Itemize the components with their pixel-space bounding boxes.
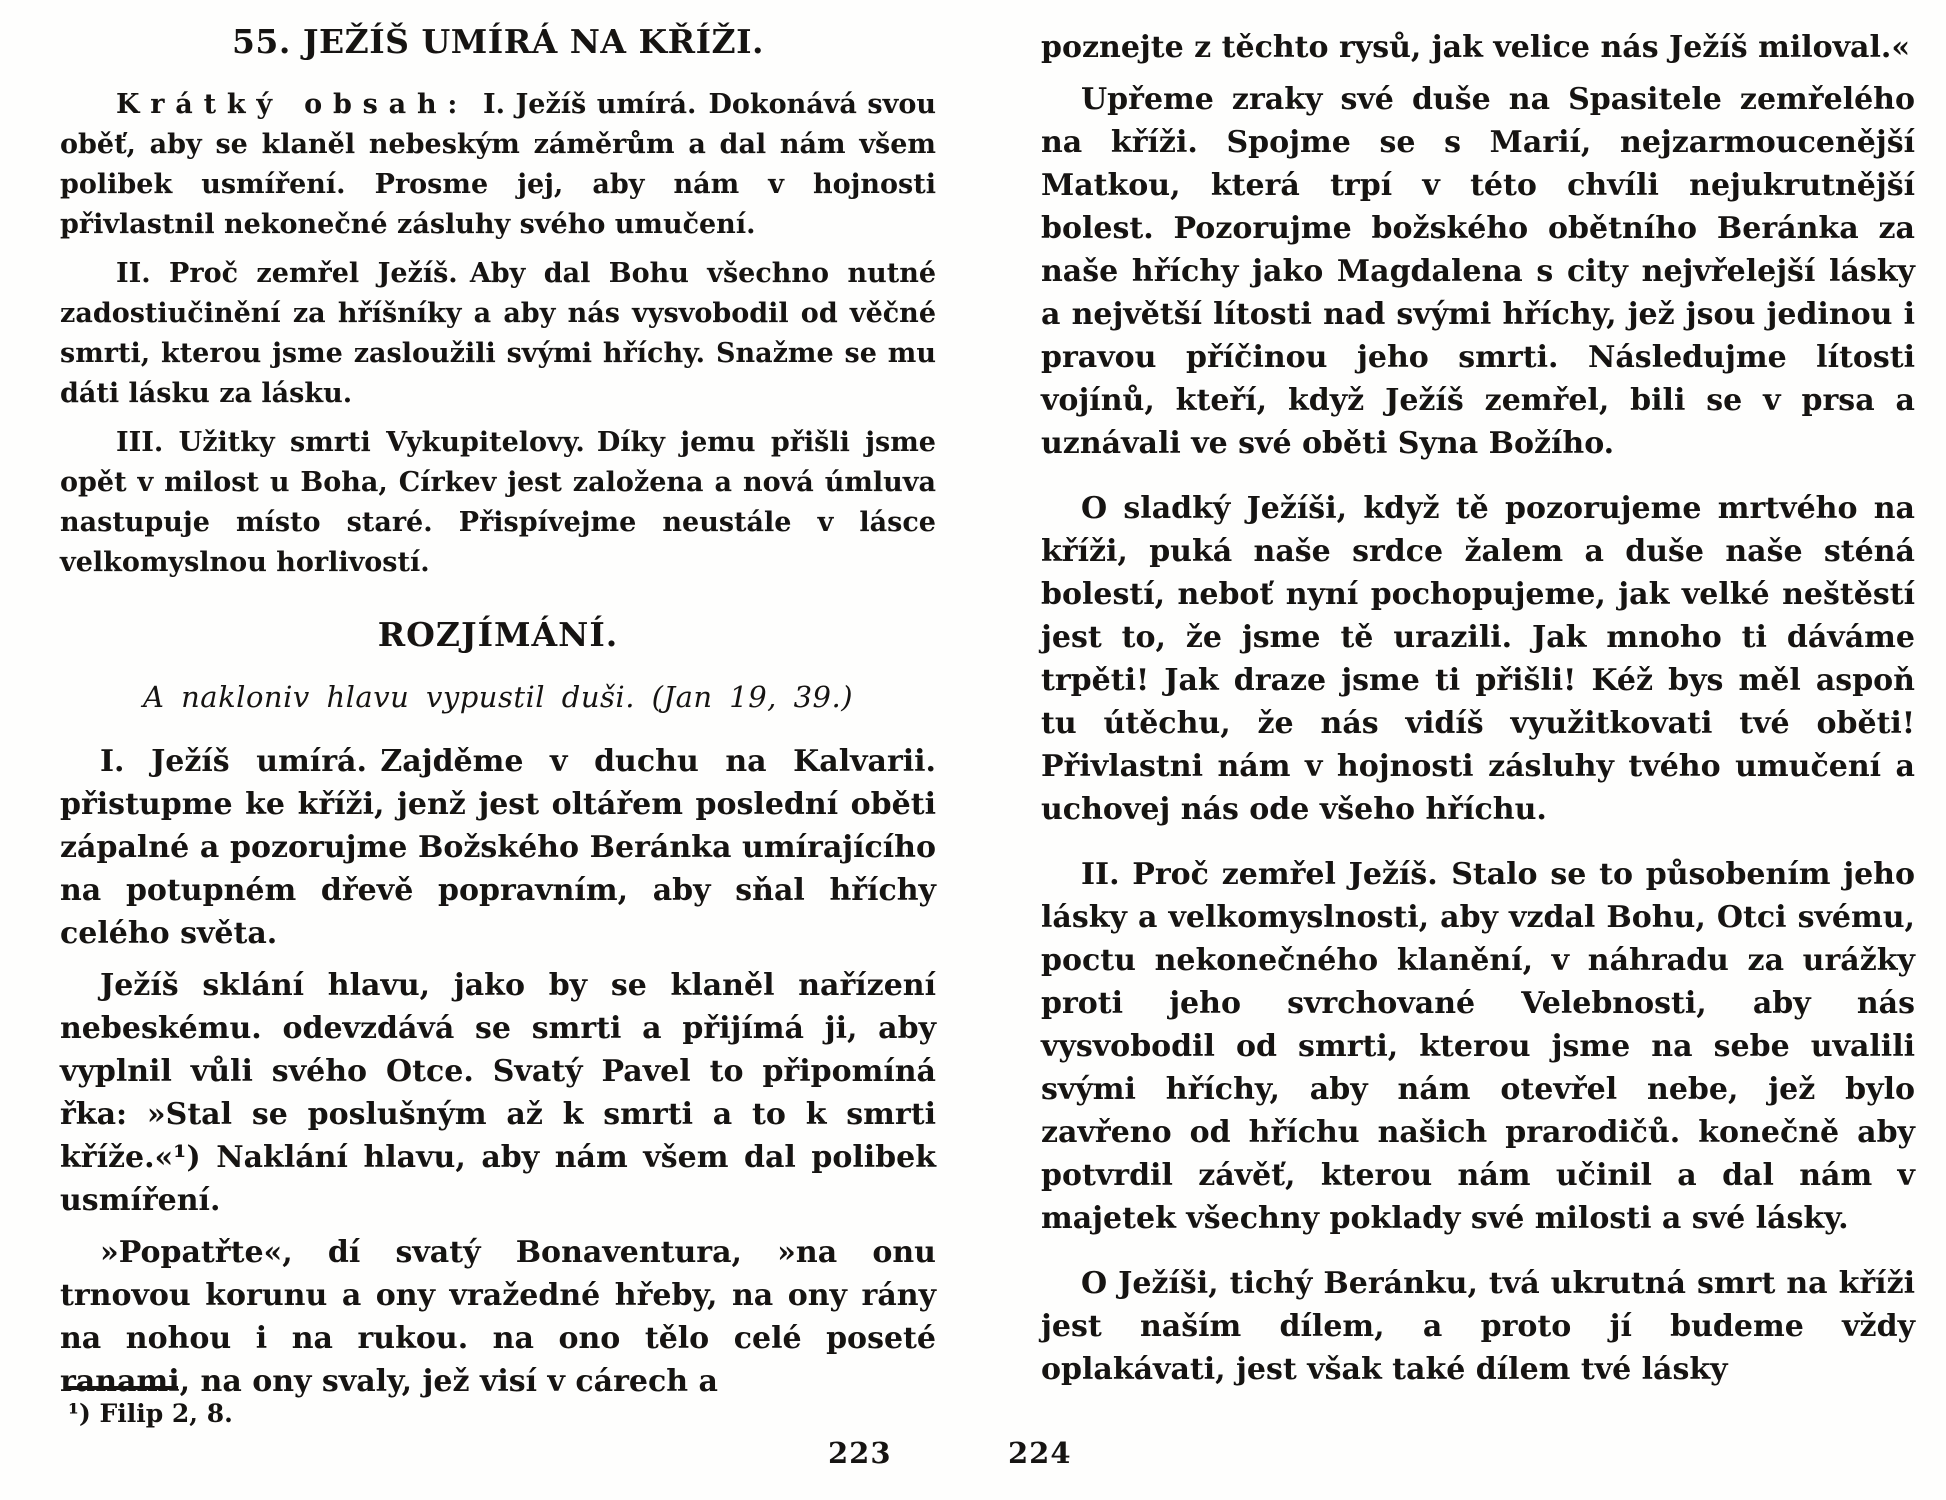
scripture-verse: A nakloniv hlavu vypustil duši. (Jan 19, 39.) — [142, 680, 854, 714]
summary-text-1: Dokonává svou oběť, aby se klaněl nebeským záměrům a dal nám všem polibek usmíření. Prosme jej, aby nám v hojnosti přivlastnil nekonečné zásluhy svého umučení. — [60, 89, 936, 240]
body-paragraph-right-2 — [1041, 78, 1915, 465]
body-text-right-4: Stalo se to působením jeho lásky a velkomyslnosti, aby vzdal Bohu, Otci svému, poctu nekonečného klanění, v náhradu za urážky proti jeho svrchované Velebnosti, aby nás vysvobodil od smrti, kterou jsme na sebe uvalili svými hříchy, aby nám otevřel nebe, jež bylo zavřeno od hříchu našich prarodičů. konečně aby potvrdil závěť, kterou nám učinil a dal nám v majetek všechny poklady své milosti a své lásky. — [1041, 857, 1916, 1236]
body-text-right-3: O sladký Ježíši, když tě pozorujeme mrtvého na kříži, puká naše srdce žalem a duše naše sténá bolestí, neboť nyní pochopujeme, jak velké neštěstí jest to, že jsme tě urazili. Jak mnoho ti dáváme trpěti! Jak draze jsme ti přišli! Kéž bys měl aspoň tu útěchu, že nás vidíš využitkovati tvé oběti! Přivlastni nám v hojnosti zásluhy tvého umučení a uchovej nás ode všeho hříchu. — [1041, 491, 1915, 827]
page-number-right: 224 — [1008, 1436, 1072, 1470]
body-lead-left-1: I. Ježíš umírá. — [100, 744, 367, 779]
summary-text-2: Aby dal Bohu všechno nutné zadostiučinění za hříšníky a aby nás vysvobodil od věčné smrti, kterou jsme zasloužili svými hříchy. Snažme se mu dáti lásku za lásku. — [60, 258, 937, 409]
body-text-right-5: O Ježíši, tichý Beránku, tvá ukrutná smrt na kříži jest naším dílem, a proto jí budeme vždy oplakávati, jest však také dílem tvé lásky — [1041, 1266, 1915, 1387]
summary-intro-label: Krátký obsah: — [116, 89, 469, 120]
summary-lead-2: II. Proč zemřel Ježíš. — [116, 258, 458, 289]
page-number-left: 223 — [828, 1436, 892, 1470]
body-text-left-1: Zajděme v duchu na Kalvarii. přistupme ke kříži, jenž jest oltářem poslední oběti zápalné a pozorujme Božského Beránka umírajícího na potupném dřevě popravním, aby sňal hříchy celého světa. — [60, 744, 936, 951]
body-text-right-2: Upřeme zraky své duše na Spasitele zemřelého na kříži. Spojme se s Marií, nejzarmoucenější Matkou, která trpí v této chvíli nejukrutnější bolest. Pozorujme božského obětního Beránka za naše hříchy jako Magdalena s city nejvřelejší lásky a největší lítosti nad svými hříchy, jež jsou jedinou i pravou příčinou jeho smrti. Následujme lítosti vojínů, kteří, když Ježíš zemřel, bili se v prsa a uznávali ve své oběti Syna Božího. — [1041, 82, 1915, 461]
chapter-title: 55. JEŽÍŠ UMÍRÁ NA KŘÍŽI. — [231, 22, 765, 61]
body-text-left-2: Ježíš sklání hlavu, jako by se klaněl nařízení nebeskému. odevzdává se smrti a přijímá ji, aby vyplnil vůli svého Otce. Svatý Pavel to připomíná řka: »Stal se poslušným až k smrti a to k smrti kříže.«¹) Naklání hlavu, aby nám všem dal polibek usmíření. — [60, 968, 936, 1218]
footnote-text: ¹) Filip 2, 8. — [68, 1399, 233, 1428]
body-lead-right-4: II. Proč zemřel Ježíš. — [1081, 857, 1438, 892]
page-left-column — [60, 0, 936, 1500]
body-paragraph-right-1 — [1041, 26, 1915, 69]
body-paragraph-left-2 — [60, 964, 936, 1222]
body-paragraph-left-1 — [60, 740, 936, 955]
body-text-left-3: »Popatřte«, dí svatý Bonaventura, »na onu trnovou korunu a ony vražedné hřeby, na ony rány na nohou i na rukou. na ono tělo celé poseté ranami, na ony svaly, jež visí v cárech a — [60, 1235, 936, 1399]
page-right-column — [1041, 0, 1915, 1500]
body-paragraph-right-5 — [1041, 1262, 1915, 1391]
body-text-right-1: poznejte z těchto rysů, jak velice nás Ježíš miloval.« — [1041, 30, 1911, 65]
body-paragraph-left-3 — [60, 1231, 936, 1403]
body-paragraph-right-3 — [1041, 487, 1915, 831]
section-heading: ROZJÍMÁNÍ. — [377, 615, 619, 654]
body-paragraph-right-4 — [1041, 853, 1915, 1240]
summary-paragraph-1 — [60, 85, 936, 245]
summary-text-3: Díky jemu přišli jsme opět v milost u Boha, Církev jest založena a nová úmluva nastupuje místo staré. Přispívejme neustále v lásce velkomyslnou horlivostí. — [60, 427, 936, 578]
summary-lead-1: I. Ježíš umírá. — [482, 89, 697, 120]
summary-lead-3: III. Užitky smrti Vykupitelovy. — [116, 427, 585, 458]
summary-paragraph-2 — [60, 254, 936, 414]
summary-paragraph-3 — [60, 423, 936, 583]
footnote-block — [68, 1386, 488, 1428]
footnote-rule — [68, 1386, 178, 1390]
